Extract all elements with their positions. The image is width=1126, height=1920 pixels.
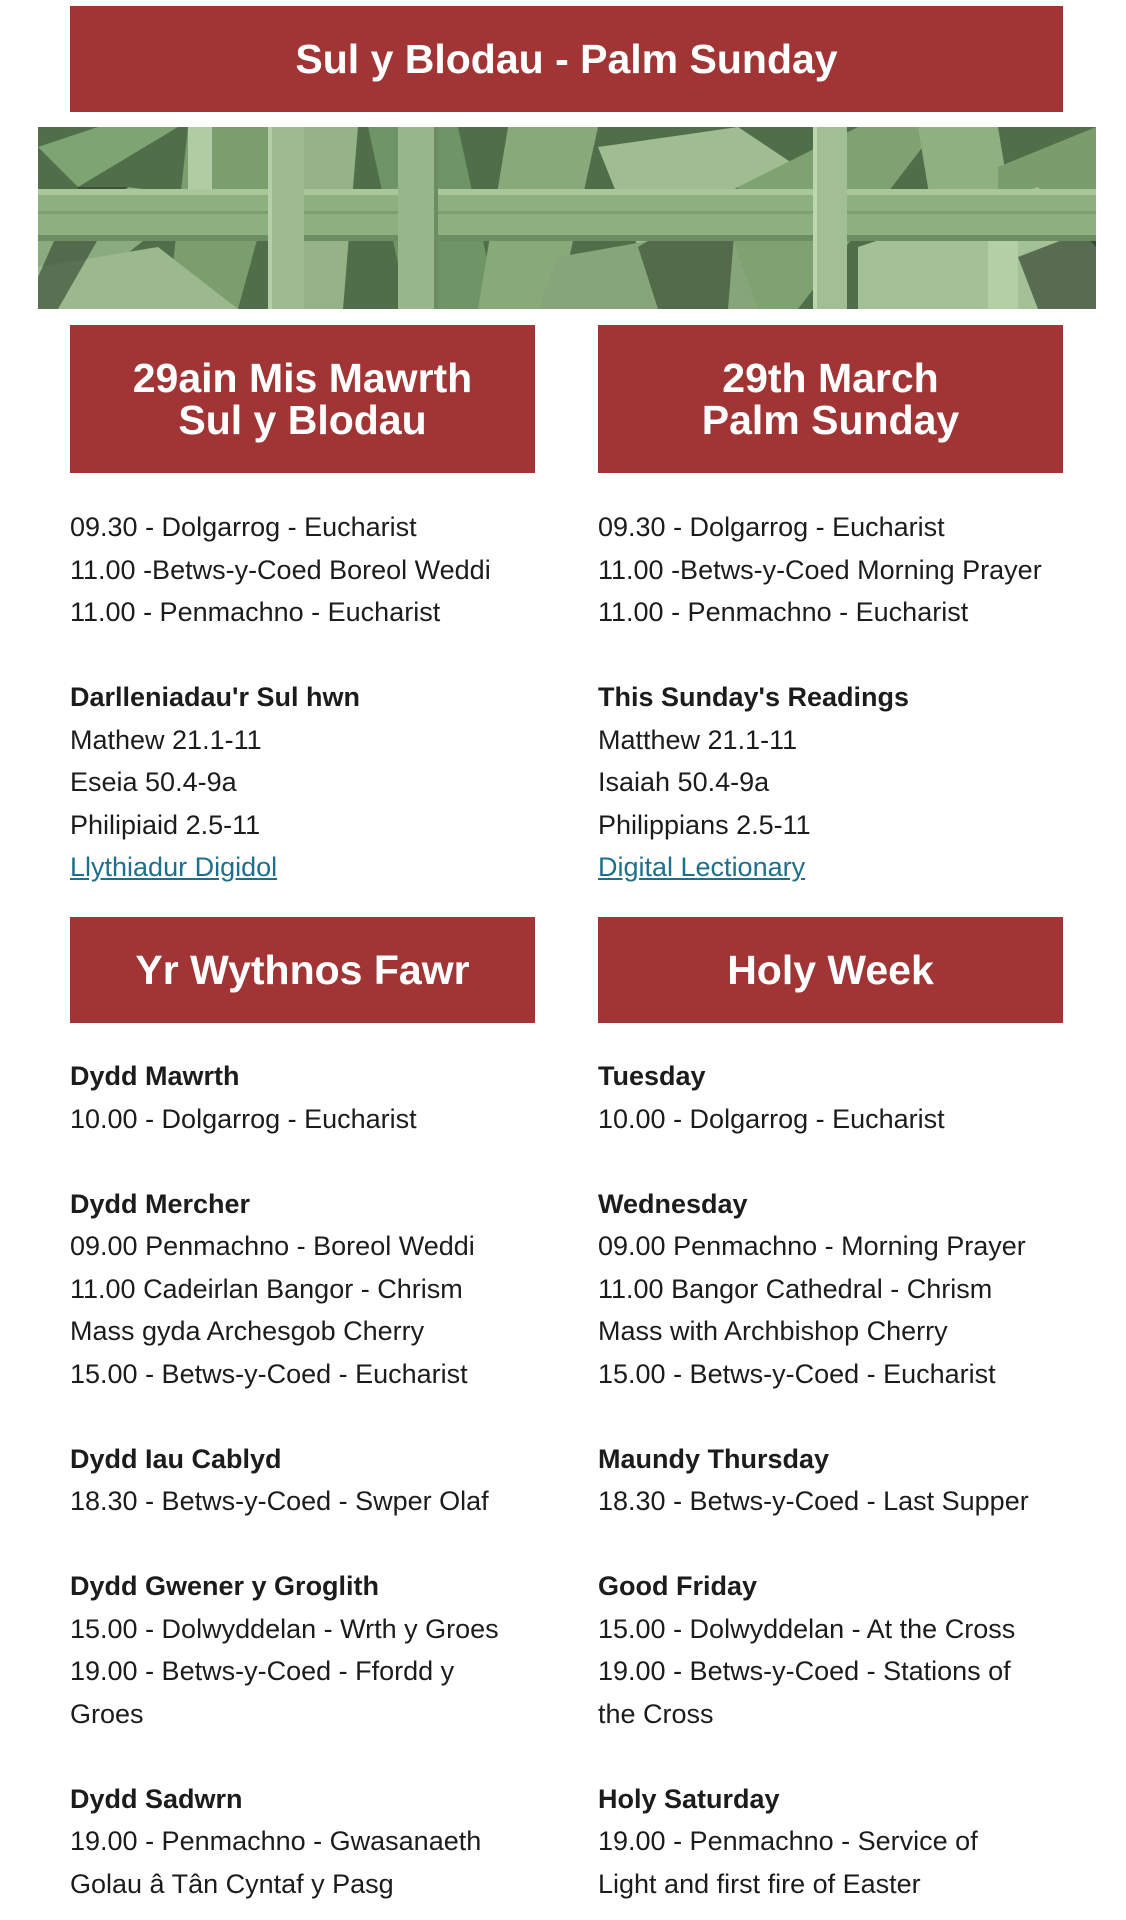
english-date-line1: 29th March — [722, 355, 939, 401]
welsh-digital-lectionary-link[interactable]: Llythiadur Digidol — [70, 852, 278, 882]
english-holy-week-schedule — [598, 1055, 1118, 1905]
english-services-column — [598, 506, 1118, 889]
welsh-day-heading: Dydd Mawrth — [70, 1061, 240, 1091]
english-day-line: Light and first fire of Easter — [598, 1868, 921, 1899]
welsh-day-line: Mass gyda Archesgob Cherry — [70, 1316, 425, 1346]
english-readings-heading: This Sunday's Readings — [598, 682, 909, 712]
welsh-service-item: 11.00 - Penmachno - Eucharist — [70, 597, 441, 627]
welsh-day-line: 19.00 - Betws-y-Coed - Ffordd y — [70, 1656, 455, 1686]
welsh-day-line: 10.00 - Dolgarrog - Eucharist — [70, 1103, 417, 1134]
english-day-heading: Good Friday — [598, 1571, 758, 1601]
english-day-line: 11.00 Bangor Cathedral - Chrism — [598, 1273, 993, 1304]
english-day-heading: Maundy Thursday — [598, 1443, 830, 1474]
english-reading-item: Philippians 2.5-11 — [598, 809, 811, 840]
english-service-item: 09.30 - Dolgarrog - Eucharist — [598, 512, 945, 542]
english-reading-item: Matthew 21.1-11 — [598, 724, 798, 755]
english-service-item: 11.00 - Penmachno - Eucharist — [598, 597, 969, 627]
english-day-line: 15.00 - Dolwyddelan - At the Cross — [598, 1613, 1016, 1644]
welsh-day-heading: Dydd Sadwrn — [70, 1783, 243, 1814]
english-date-line2: Palm Sunday — [701, 397, 960, 443]
welsh-date-banner — [70, 325, 535, 473]
page-title: Sul y Blodau - Palm Sunday — [295, 35, 838, 82]
welsh-day-line: 11.00 Cadeirlan Bangor - Chrism — [70, 1273, 463, 1304]
english-day-heading: Wednesday — [598, 1188, 748, 1219]
english-day-line: Mass with Archbishop Cherry — [598, 1316, 948, 1346]
english-day-line: 09.00 Penmachno - Morning Prayer — [598, 1231, 1026, 1261]
palm-leaves-illustration — [38, 127, 1096, 309]
welsh-readings-heading: Darlleniadau'r Sul hwn — [70, 682, 360, 712]
welsh-day-line: 18.30 - Betws-y-Coed - Swper Olaf — [70, 1486, 489, 1516]
english-day-line: the Cross — [598, 1698, 714, 1729]
welsh-day-heading: Dydd Iau Cablyd — [70, 1443, 282, 1474]
english-digital-lectionary-link[interactable]: Digital Lectionary — [598, 852, 806, 882]
palm-leaves-image — [38, 127, 1096, 309]
welsh-holy-week-banner — [70, 917, 535, 1023]
english-holy-week-banner — [598, 917, 1063, 1023]
welsh-day-heading: Dydd Mercher — [70, 1188, 251, 1219]
welsh-day-heading: Dydd Gwener y Groglith — [70, 1571, 380, 1601]
english-date-banner — [598, 325, 1063, 473]
welsh-reading-item: Philipiaid 2.5-11 — [70, 809, 261, 840]
welsh-day-line: Golau â Tân Cyntaf y Pasg — [70, 1868, 394, 1899]
english-day-line: 19.00 - Betws-y-Coed - Stations of — [598, 1656, 1011, 1686]
welsh-service-item: 09.30 - Dolgarrog - Eucharist — [70, 512, 417, 542]
page-title-banner — [70, 6, 1063, 112]
welsh-holy-week-schedule — [70, 1055, 590, 1905]
english-day-line: 10.00 - Dolgarrog - Eucharist — [598, 1103, 945, 1134]
english-day-line: 15.00 - Betws-y-Coed - Eucharist — [598, 1358, 996, 1389]
english-day-heading: Holy Saturday — [598, 1783, 780, 1814]
english-day-heading: Tuesday — [598, 1061, 706, 1091]
welsh-day-line: 15.00 - Betws-y-Coed - Eucharist — [70, 1358, 468, 1389]
english-holy-week-heading: Holy Week — [727, 947, 934, 993]
welsh-date-line1: 29ain Mis Mawrth — [132, 355, 473, 401]
english-reading-item: Isaiah 50.4-9a — [598, 767, 770, 797]
welsh-day-line: 19.00 - Penmachno - Gwasanaeth — [70, 1826, 482, 1856]
welsh-date-line2: Sul y Blodau — [178, 397, 427, 443]
english-day-line: 19.00 - Penmachno - Service of — [598, 1826, 978, 1856]
welsh-services-column — [70, 506, 590, 889]
welsh-day-line: 09.00 Penmachno - Boreol Weddi — [70, 1231, 475, 1261]
welsh-reading-item: Eseia 50.4-9a — [70, 767, 237, 797]
welsh-day-line: 15.00 - Dolwyddelan - Wrth y Groes — [70, 1613, 499, 1644]
english-day-line: 18.30 - Betws-y-Coed - Last Supper — [598, 1486, 1029, 1516]
welsh-reading-item: Mathew 21.1-11 — [70, 724, 262, 755]
welsh-day-line: Groes — [70, 1698, 144, 1729]
welsh-holy-week-heading: Yr Wythnos Fawr — [135, 947, 470, 993]
english-service-item: 11.00 -Betws-y-Coed Morning Prayer — [598, 554, 1042, 585]
welsh-service-item: 11.00 -Betws-y-Coed Boreol Weddi — [70, 554, 491, 585]
